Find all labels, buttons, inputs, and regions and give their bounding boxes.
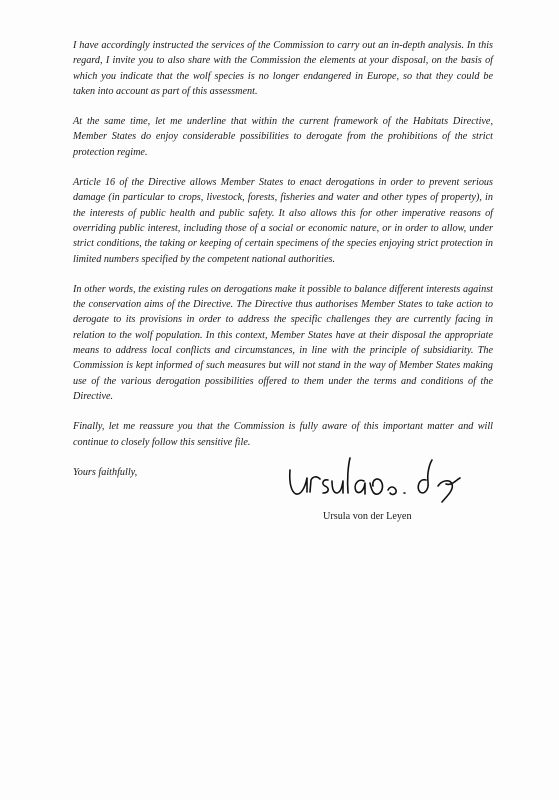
handwritten-signature [286,450,476,506]
paragraph-reassurance: Finally, let me reassure you that the Commission is fully aware of this important matter and will continue to closely follow this sensitive file. [73,421,493,448]
paragraph-analysis: I have accordingly instructed the services of the Commission to carry out an in-depth analysis. In this regard, I invite you to also share with the Commission the elements at your disposal, on the basis of which you indicate that the wolf species is no longer endangered in Europe, so that they could be taken into account as part of this assessment. [73,40,493,97]
paragraph-habitats-directive: At the same time, let me underline that within the current framework of the Habitats Directive, Member States do enjoy considerable possibilities to derogate from the prohibitions of the strict protection regime. [73,116,493,158]
paragraph-article-16: Article 16 of the Directive allows Member States to enact derogations in order to prevent serious damage (in particular to crops, livestock, forests, fisheries and water and other types of property), in the interests of public health and public safety. It also allows this for other imperative reasons of overriding public interest, including those of a social or economic nature, or in order to allow, under strict conditions, the taking or keeping of certain specimens of the species enjoying strict protection in limited numbers specified by the competent national authorities. [73,177,493,265]
signatory-name: Ursula von der Leyen [323,511,412,522]
letter-body [73,38,493,480]
closing-salutation: Yours faithfully, [73,466,138,478]
paragraph-derogations: In other words, the existing rules on derogations make it possible to balance different interests against the conservation aims of the Directive. The Directive thus authorises Member States to take action to derogate to its provisions in order to address the specific challenges they are currently facing in relation to the wolf population. In this context, Member States have at their disposal the appropriate means to address local conflicts and circumstances, in line with the principle of subsidiarity. The Commission is kept informed of such measures but will not stand in the way of Member States making use of the various derogation possibilities offered to them under the terms and conditions of the Directive. [73,283,493,402]
